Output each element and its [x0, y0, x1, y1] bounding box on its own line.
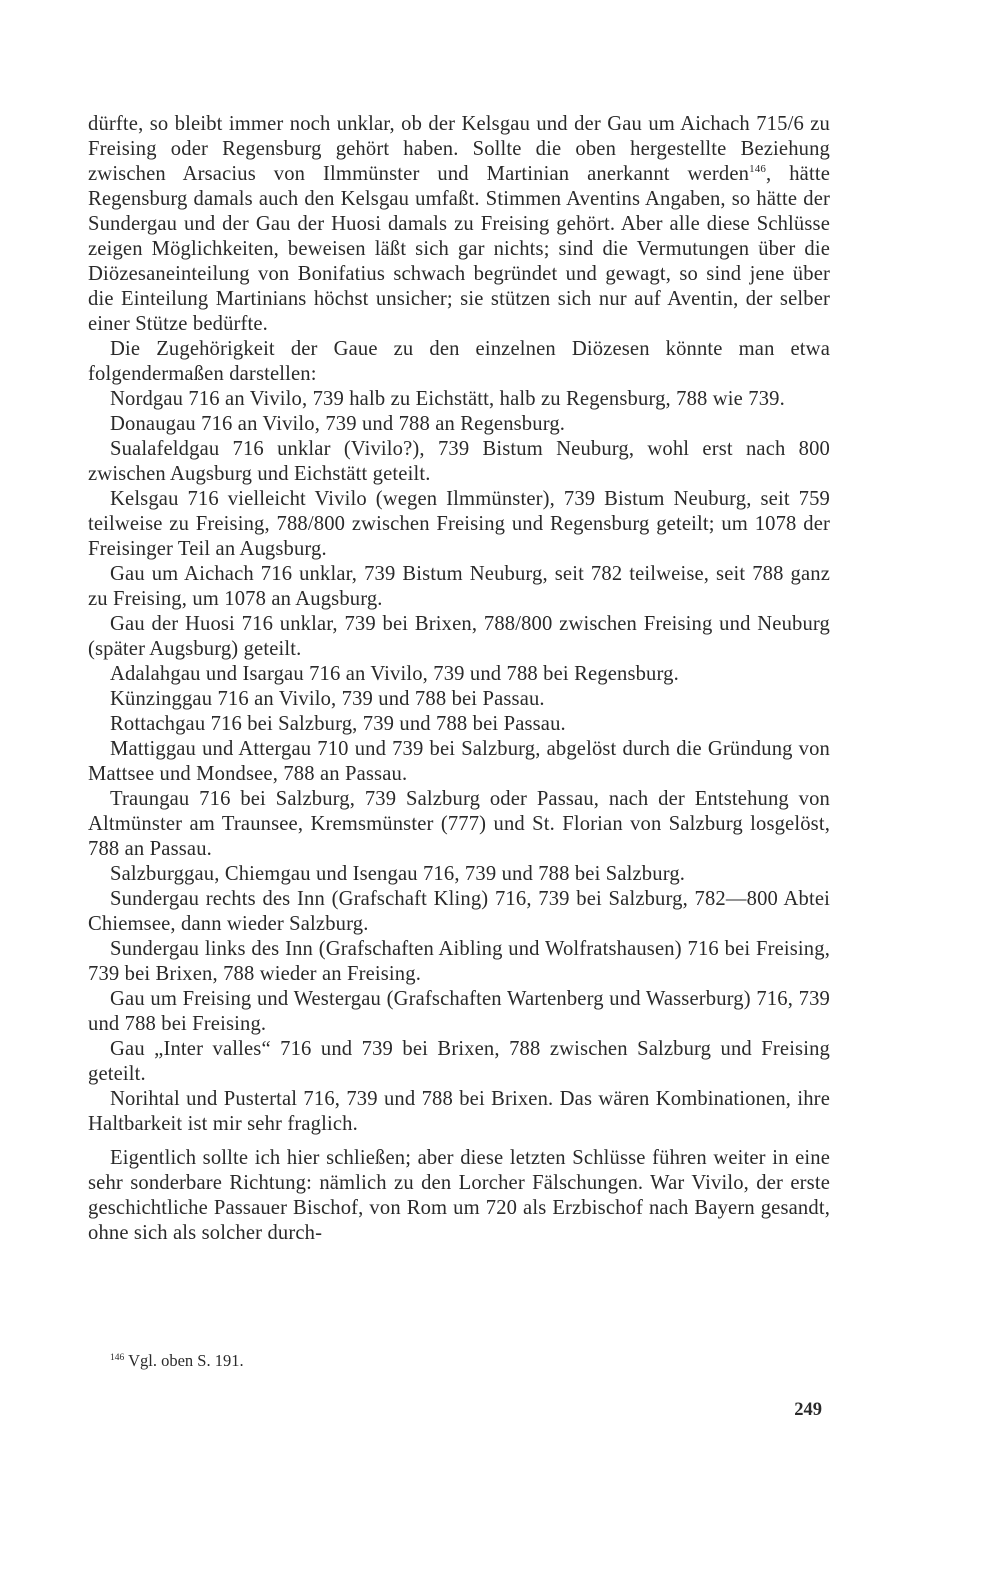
- page-number: 249: [794, 1400, 822, 1420]
- list-item-kuenzinggau: Künzinggau 716 an Vivilo, 739 und 788 bei Passau.: [110, 688, 545, 710]
- book-page: [88, 112, 830, 1532]
- footnote-number: 146: [110, 1353, 125, 1363]
- list-item-sundergau-rechts: Sundergau rechts des Inn (Grafschaft Kling) 716, 739 bei Salzburg, 782—800 Abtei Chiemsee, dann wieder Salzburg.: [88, 888, 830, 935]
- list-item-mattiggau: Mattiggau und Attergau 710 und 739 bei Salzburg, abgelöst durch die Gründung von Mattsee und Mondsee, 788 an Passau.: [88, 738, 830, 785]
- list-item-nordgau: Nordgau 716 an Vivilo, 739 halb zu Eichstätt, halb zu Regensburg, 788 wie 739.: [110, 388, 785, 410]
- list-item-gau-um-aichach: Gau um Aichach 716 unklar, 739 Bistum Neuburg, seit 782 teilweise, seit 788 ganz zu Freising, um 1078 an Augsburg.: [88, 563, 830, 610]
- list-item-salzburggau: Salzburggau, Chiemgau und Isengau 716, 739 und 788 bei Salzburg.: [110, 863, 686, 885]
- list-item-inter-valles: Gau „Inter valles“ 716 und 739 bei Brixen, 788 zwischen Salzburg und Freising geteilt.: [88, 1038, 830, 1085]
- list-item-sualafeldgau: Sualafeldgau 716 unklar (Vivilo?), 739 Bistum Neuburg, wohl erst nach 800 zwischen Augsburg und Eichstätt geteilt.: [88, 438, 830, 485]
- list-item-kelsgau: Kelsgau 716 vielleicht Vivilo (wegen Ilmmünster), 739 Bistum Neuburg, seit 759 teilweise zu Freising, 788/800 zwischen Freising und Regensburg geteilt; um 1078 der Freisinger Teil an Augsburg.: [88, 488, 830, 560]
- footnote-text: Vgl. oben S. 191.: [124, 1351, 244, 1370]
- list-item-gau-um-freising: Gau um Freising und Westergau (Grafschaften Wartenberg und Wasserburg) 716, 739 und 788 bei Freising.: [88, 988, 830, 1035]
- paragraph-1: dürfte, so bleibt immer noch unklar, ob der Kelsgau und der Gau um Aichach 715/6 zu Freising oder Regensburg gehört haben. Sollte die oben hergestellte Beziehung zwischen Arsacius von Ilmmünster und Martinian anerkannt werden$^{146}$, hätte Regensburg damals auch den Kelsgau umfaßt. Stimmen Aventins Angaben, so hätte der Sundergau und der Gau der Huosi damals zu Freising gehört. Aber alle diese Schlüsse zeigen Möglichkeiten, beweisen läßt sich gar nichts; sind die Vermutungen über die Diözesaneinteilung von Bonifatius schwach begründet und gewagt, so sind jene über die Einteilung Martinians höchst unsicher; sie stützen sich nur auf Aventin, der selber einer Stütze bedürfte.: [88, 113, 830, 335]
- list-item-sundergau-links: Sundergau links des Inn (Grafschaften Aibling und Wolfratshausen) 716 bei Freising, 739 bei Brixen, 788 wieder an Freising.: [88, 938, 830, 985]
- list-item-donaugau: Donaugau 716 an Vivilo, 739 und 788 an Regensburg.: [110, 413, 566, 435]
- footnote-ref: 146: [749, 163, 767, 175]
- body-text: [88, 112, 830, 1246]
- list-item-adalahgau: Adalahgau und Isargau 716 an Vivilo, 739 und 788 bei Regensburg.: [110, 663, 679, 685]
- paragraph-final: Eigentlich sollte ich hier schließen; aber diese letzten Schlüsse führen weiter in eine sehr sonderbare Richtung: nämlich zu den Lorcher Fälschungen. War Vivilo, der erste geschichtliche Passauer Bischof, von Rom um 720 als Erzbischof nach Bayern gesandt, ohne sich als solcher durch-: [88, 1147, 830, 1244]
- list-item-rottachgau: Rottachgau 716 bei Salzburg, 739 und 788 bei Passau.: [110, 713, 566, 735]
- list-item-norihtal: Norihtal und Pustertal 716, 739 und 788 bei Brixen. Das wären Kombinationen, ihre Haltbarkeit ist mir sehr fraglich.: [88, 1088, 830, 1135]
- footnote: [88, 1350, 244, 1372]
- list-item-gau-der-huosi: Gau der Huosi 716 unklar, 739 bei Brixen, 788/800 zwischen Freising und Neuburg (später Augsburg) geteilt.: [88, 613, 830, 660]
- paragraph-2: Die Zugehörigkeit der Gaue zu den einzelnen Diözesen könnte man etwa folgendermaßen darstellen:: [88, 338, 830, 385]
- list-item-traungau: Traungau 716 bei Salzburg, 739 Salzburg oder Passau, nach der Entstehung von Altmünster am Traunsee, Kremsmünster (777) und St. Florian von Salzburg losgelöst, 788 an Passau.: [88, 788, 830, 860]
